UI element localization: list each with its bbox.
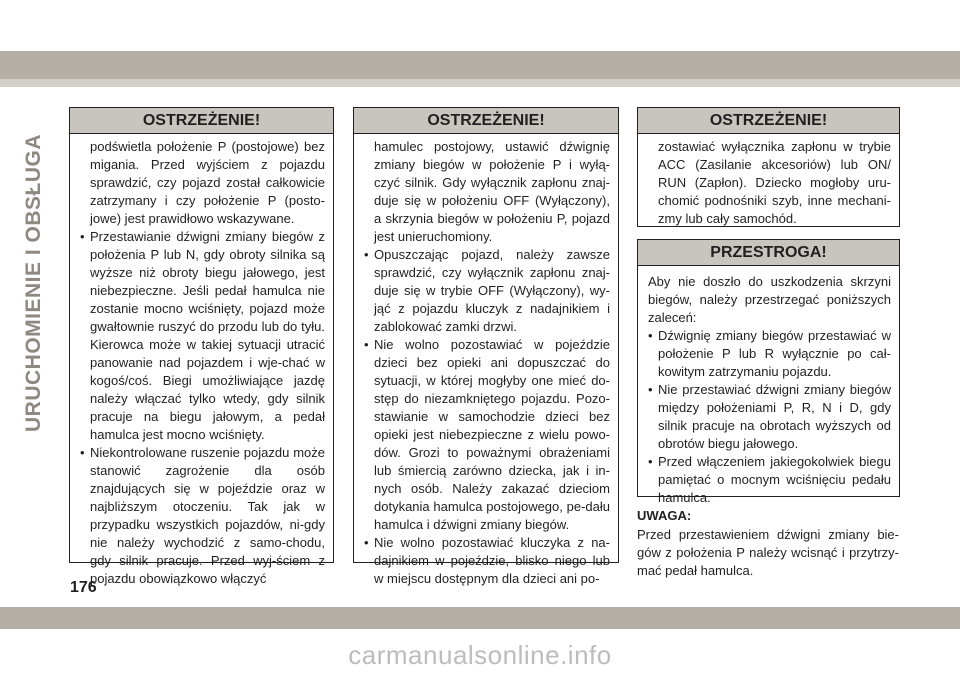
warning-header: OSTRZEŻENIE! <box>354 108 618 134</box>
caution-box <box>637 239 900 505</box>
caution-body <box>638 266 899 507</box>
warning-box-3 <box>637 107 900 227</box>
top-margin <box>0 0 960 51</box>
header-stripe-light <box>0 79 960 87</box>
caution-bullet: • Nie przestawiać dźwigni zmiany biegów między położeniami P, R, N i D, gdy silnik pracuje na obrotach wyższych od obrotów biegu jałowego. <box>648 381 891 453</box>
warning-continuation: hamulec postojowy, ustawić dźwignię zmiany biegów w położenie P i wyłą-czyć silnik. Gdy wyłącznik zapłonu znaj-duje się w położeniu OFF (Wyłączony), a skrzynia biegów w położeniu P, pojazd jest unieruchomiony. <box>374 139 610 244</box>
note-text: Przed przestawieniem dźwigni zmiany bie-gów z położenia P należy wcisnąć i przytrzy-mać pedał hamulca. <box>637 527 899 578</box>
caution-bullet: • Dźwignię zmiany biegów przestawiać w położenie P lub R wyłącznie po cał-kowitym zatrzymaniu pojazdu. <box>648 327 891 381</box>
warning-continuation: zostawiać wyłącznika zapłonu w trybie ACC (Zasilanie akcesoriów) lub ON/ RUN (Zapłon). Dziecko mogłoby uru-chomić podnośniki szyb, inne mechani-zmy lub cały samochód. <box>658 139 891 226</box>
warning-bullet: • Niekontrolowane ruszenie pojazdu może stanowić zagrożenie dla osób znajdujących się w pojeździe oraz w najbliższym otoczeniu. Tak jak w przypadku wszystkich pojazdów, ni-gdy nie należy wychodzić z samo-chodu, gdy silnik pracuje. Przed wyj-ściem z pojazdu obowiązkowo włączyć <box>80 444 325 588</box>
caution-bullet: • Przed włączeniem jakiegokolwiek biegu pamiętać o mocnym wciśnięciu pedału hamulca. <box>648 453 891 507</box>
warning-bullet: • Opuszczając pojazd, należy zawsze sprawdzić, czy wyłącznik zapłonu znaj-duje się w trybie OFF (Wyłączony), wy-jąć z pojazdu kluczyk z nadajnikiem i zablokować zamki drzwi. <box>364 246 610 336</box>
watermark: carmanualsonline.info <box>348 640 612 670</box>
warning-body <box>354 134 618 588</box>
warning-body <box>70 134 333 588</box>
warning-continuation: podświetla położenie P (postojowe) bez migania. Przed wyjściem z pojazdu sprawdzić, czy pojazd został całkowicie zatrzymany i czy położenie P (posto-jowe) jest prawidłowo wskazywane. <box>90 139 325 226</box>
header-stripe <box>0 51 960 79</box>
warning-bullet: • Nie wolno pozostawiać kluczyka z na-dajnikiem w pojeździe, blisko niego lub w miejscu dostępnym dla dzieci ani po- <box>364 534 610 588</box>
caution-intro: Aby nie doszło do uszkodzenia skrzyni biegów, należy przestrzegać poniższych zaleceń: <box>648 274 891 325</box>
warning-box-1 <box>69 107 334 586</box>
page-number: 176 <box>70 579 97 596</box>
footer-stripe <box>0 607 960 629</box>
warning-header: OSTRZEŻENIE! <box>638 108 899 134</box>
note-title: UWAGA: <box>637 508 692 523</box>
warning-body <box>638 134 899 228</box>
warning-bullet: • Przestawianie dźwigni zmiany biegów z położenia P lub N, gdy obroty silnika są wyższe niż obroty biegu jałowego, jest niebezpieczne. Jeśli pedał hamulca nie zostanie mocno wciśnięty, pojazd może gwałtownie ruszyć do przodu lub do tyłu. Kierowca może w takiej sytuacji utracić panowanie nad pojazdem i wje-chać w kogoś/coś. Biegi umożliwiające jazdę należy włączać tylko wtedy, gdy silnik pracuje na biegu jałowym, a pedał hamulca jest mocno wciśnięty. <box>80 228 325 444</box>
caution-header: PRZESTROGA! <box>638 240 899 266</box>
section-title: URUCHOMIENIE I OBSŁUGA <box>22 133 45 432</box>
warning-header: OSTRZEŻENIE! <box>70 108 333 134</box>
warning-box-2 <box>353 107 619 586</box>
warning-bullet: • Nie wolno pozostawiać w pojeździe dzieci bez opieki ani dopuszczać do sytuacji, w której mogłyby one mieć do-stęp do niezamkniętego pojazdu. Pozo-stawianie w samochodzie dzieci bez opieki jest niebezpieczne z wielu powo-dów. Grozi to poważnymi obrażeniami lub śmiercią zarówno dziecka, jak i in-nych osób. Należy zakazać dzieciom dotykania hamulca postojowego, pe-dału hamulca i dźwigni zmiany biegów. <box>364 336 610 534</box>
